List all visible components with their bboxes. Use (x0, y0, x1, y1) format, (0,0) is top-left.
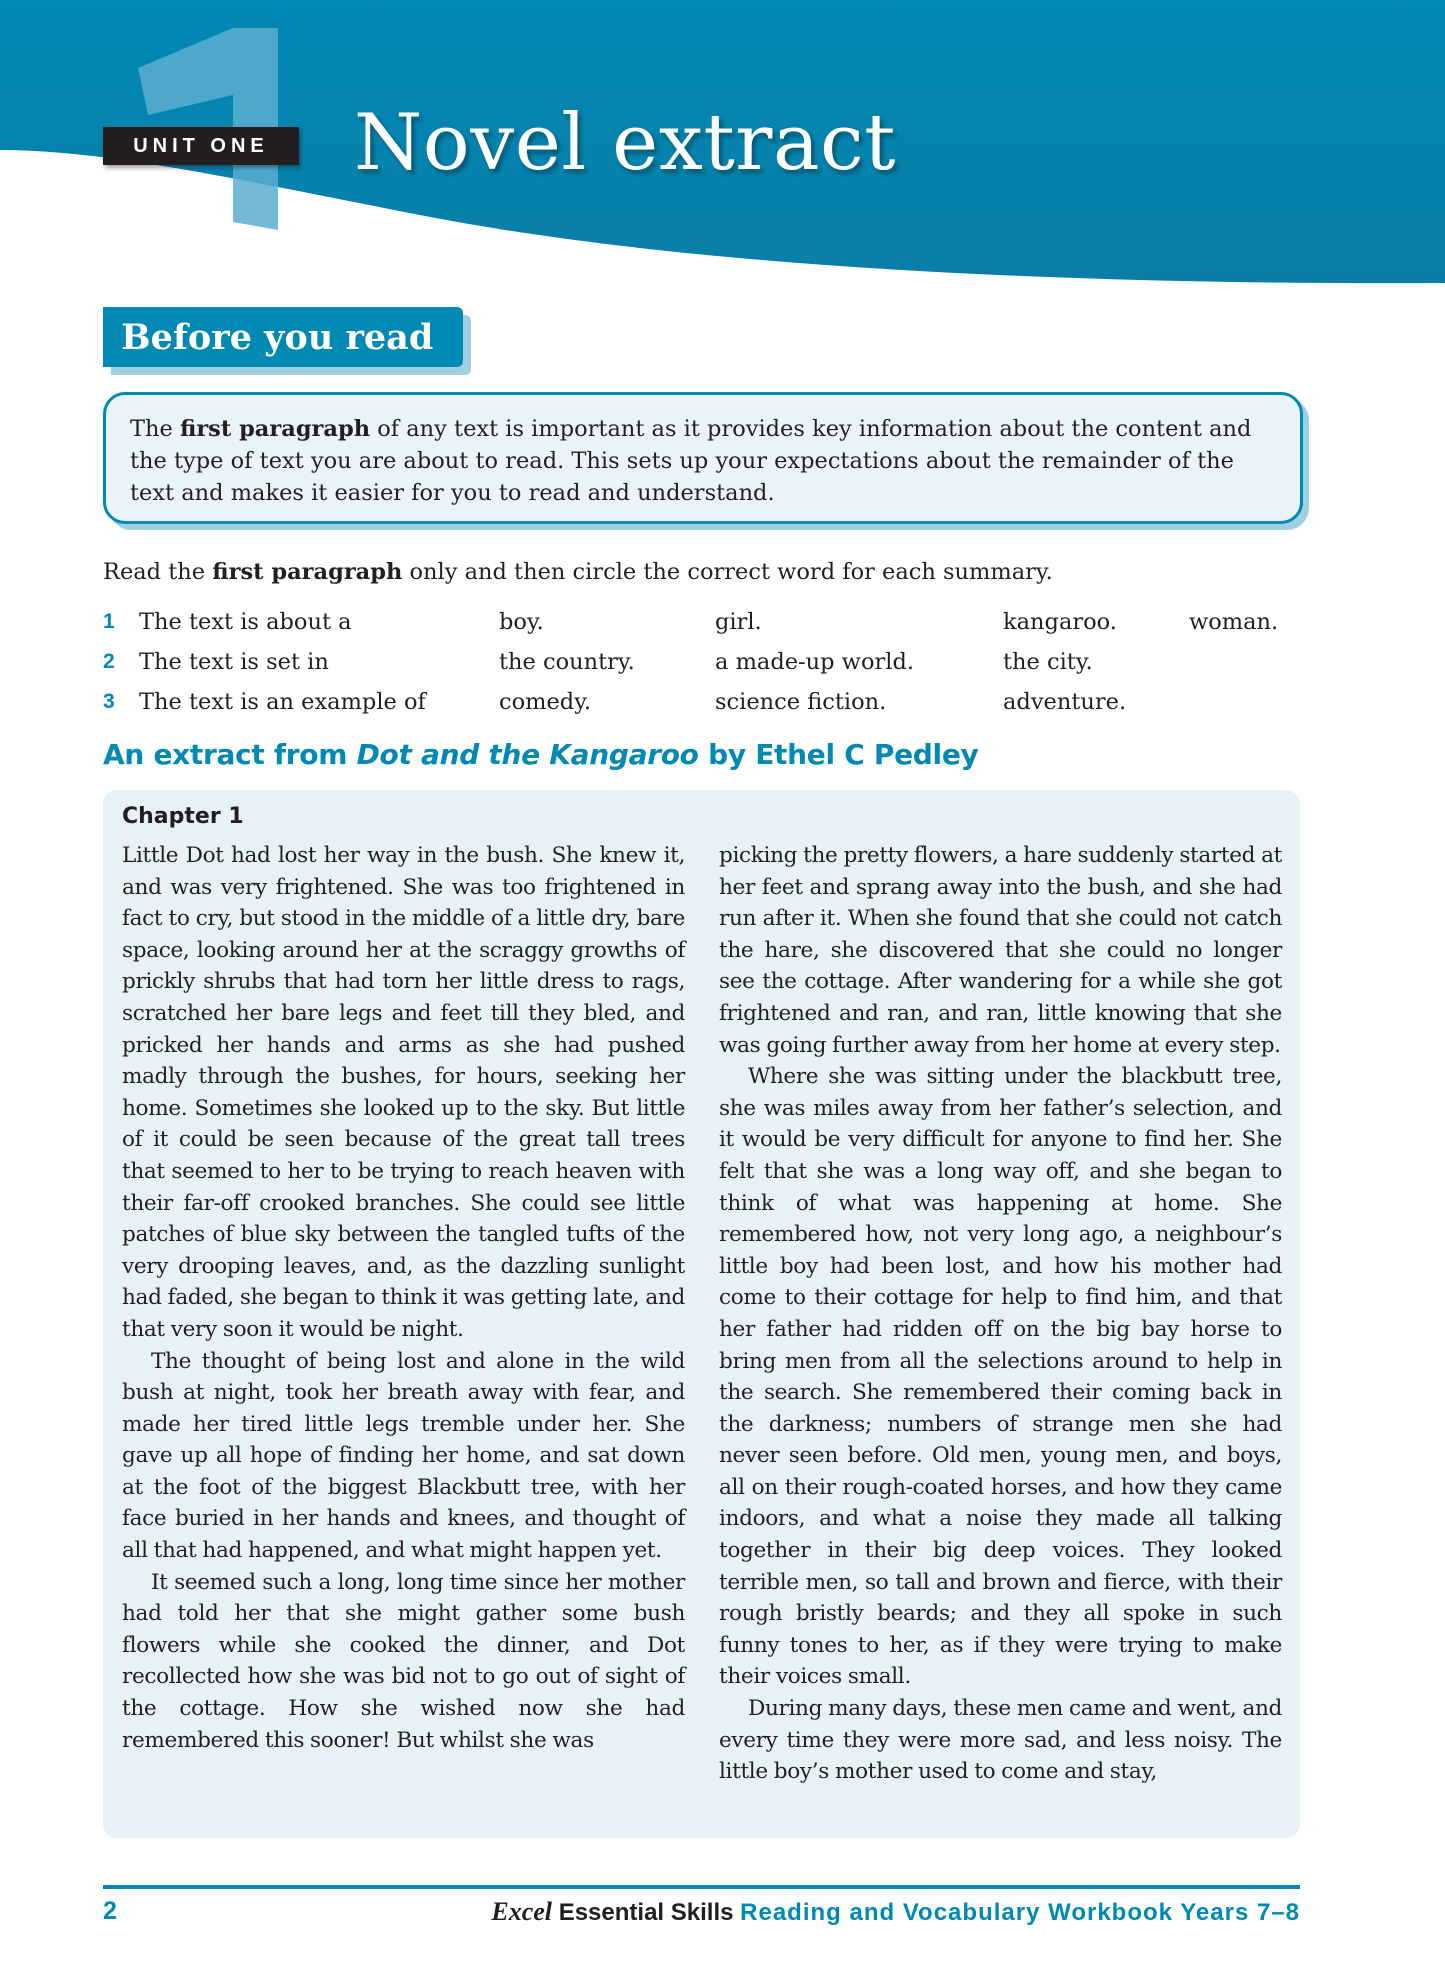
question-stem: The text is about a (139, 609, 352, 635)
instructions-bold: first paragraph (212, 559, 403, 585)
extract-heading-author: by Ethel C Pedley (698, 738, 979, 771)
instructions-prefix: Read the (103, 559, 213, 585)
instructions-suffix: only and then circle the correct word for each summary. (402, 559, 1053, 585)
footer-book-title (491, 1897, 1300, 1927)
extract-paragraph: picking the pretty flowers, a hare suddenly started at her feet and sprang away into the bush, and she had run after it. When she found that she could not catch the hare, she discovered that she could no longer see the cottage. After wandering for a while she got frightened and ran, and ran, little knowing that she was going further away from her home at every step. (719, 843, 1282, 1058)
unit-header-banner (0, 0, 1445, 300)
question-stem: The text is an example of (139, 689, 426, 715)
answer-option[interactable]: science fiction. (715, 689, 887, 715)
info-box (103, 392, 1303, 524)
before-you-read-heading: Before you read (103, 307, 463, 367)
chapter-title: Chapter 1 (122, 804, 244, 829)
footer-series: Essential Skills (558, 1899, 734, 1926)
answer-option[interactable]: girl. (715, 609, 762, 635)
extract-paragraph: The thought of being lost and alone in the wild bush at night, took her breath away with fear, and made her tired little legs tremble under her. She gave up all hope of finding her home, and sat down at the foot of the biggest Blackbutt tree, with her face buried in her hands and knees, and thought of all that had happened, and what might happen yet. (122, 1348, 685, 1564)
answer-option[interactable]: boy. (499, 609, 544, 635)
extract-column-left (122, 840, 685, 1756)
info-text-bold: first paragraph (179, 416, 371, 442)
question-row-2 (103, 644, 1343, 680)
question-number: 2 (103, 650, 115, 673)
question-stem: The text is set in (139, 649, 329, 675)
question-number: 3 (103, 690, 115, 713)
extract-heading-prefix: An extract from (103, 738, 357, 771)
info-text-suffix: of any text is important as it provides key information about the content and the type of text you are about to read. This sets up your expectations about the remainder of the text and makes it easier for you to read and understand. (130, 416, 1252, 506)
book-title: Dot and the Kangaroo (356, 738, 699, 771)
question-number: 1 (103, 610, 115, 633)
activity-instructions (103, 556, 1053, 588)
extract-heading (103, 738, 979, 771)
info-text-prefix: The (130, 416, 180, 442)
page-number: 2 (103, 1897, 117, 1925)
question-row-1 (103, 604, 1343, 640)
footer-brand: Excel (491, 1897, 553, 1926)
answer-option[interactable]: the city. (1003, 649, 1093, 675)
unit-label: UNIT ONE (103, 127, 299, 165)
page-title: Novel extract (354, 98, 896, 188)
answer-option[interactable]: woman. (1189, 609, 1279, 635)
answer-option[interactable]: kangaroo. (1003, 609, 1117, 635)
footer-divider (103, 1885, 1300, 1889)
extract-paragraph: It seemed such a long, long time since her mother had told her that she might gather some bush flowers while she cooked the dinner, and Dot recollected how she was bid not to go out of sight of the cottage. How she wished now she had remembered this sooner! But whilst she was (122, 1569, 685, 1753)
answer-option[interactable]: a made-up world. (715, 649, 914, 675)
extract-paragraph: Little Dot had lost her way in the bush. She knew it, and was very frightened. She was too frightened in fact to cry, but stood in the middle of a little dry, bare space, looking around her at the scraggy growths of prickly shrubs that had torn her little dress to rags, scratched her bare legs and feet till they bled, and pricked her hands and arms as she had pushed madly through the bushes, for hours, seeking her home. Sometimes she looked up to the sky. But little of it could be seen because of the great tall trees that seemed to her to be trying to reach heaven with their far-off crooked branches. She could see little patches of blue sky between the tangled tufts of the very drooping leaves, and, as the dazzling sunlight had faded, she began to think it was getting late, and that very soon it would be night. (122, 843, 685, 1342)
extract-paragraph: During many days, these men came and went, and every time they were more sad, and less noisy. The little boy’s mother used to come and stay, (719, 1696, 1282, 1785)
answer-option[interactable]: comedy. (499, 689, 592, 715)
footer-workbook-title: Reading and Vocabulary Workbook Years 7–8 (740, 1899, 1300, 1926)
answer-option[interactable]: adventure. (1003, 689, 1127, 715)
answer-option[interactable]: the country. (499, 649, 635, 675)
question-row-3 (103, 684, 1343, 720)
extract-column-right (719, 840, 1282, 1788)
extract-paragraph: Where she was sitting under the blackbutt tree, she was miles away from her father’s selection, and it would be very difficult for anyone to find her. She felt that she was a long way off, and she began to think of what was happening at home. She remembered how, not very long ago, a neighbour’s little boy had been lost, and how his mother had come to their cottage for help to find him, and that her father had ridden off on the big bay horse to bring men from all the selections around to help in the search. She remembered their coming back in the darkness; numbers of strange men she had never seen before. Old men, young men, and boys, all on their rough-coated horses, and how they came indoors, and what a noise they made all talking together in their big deep voices. They looked terrible men, so tall and brown and fierce, with their rough bristly beards; and they all spoke in such funny tones to her, as if they were trying to make their voices small. (719, 1064, 1282, 1690)
